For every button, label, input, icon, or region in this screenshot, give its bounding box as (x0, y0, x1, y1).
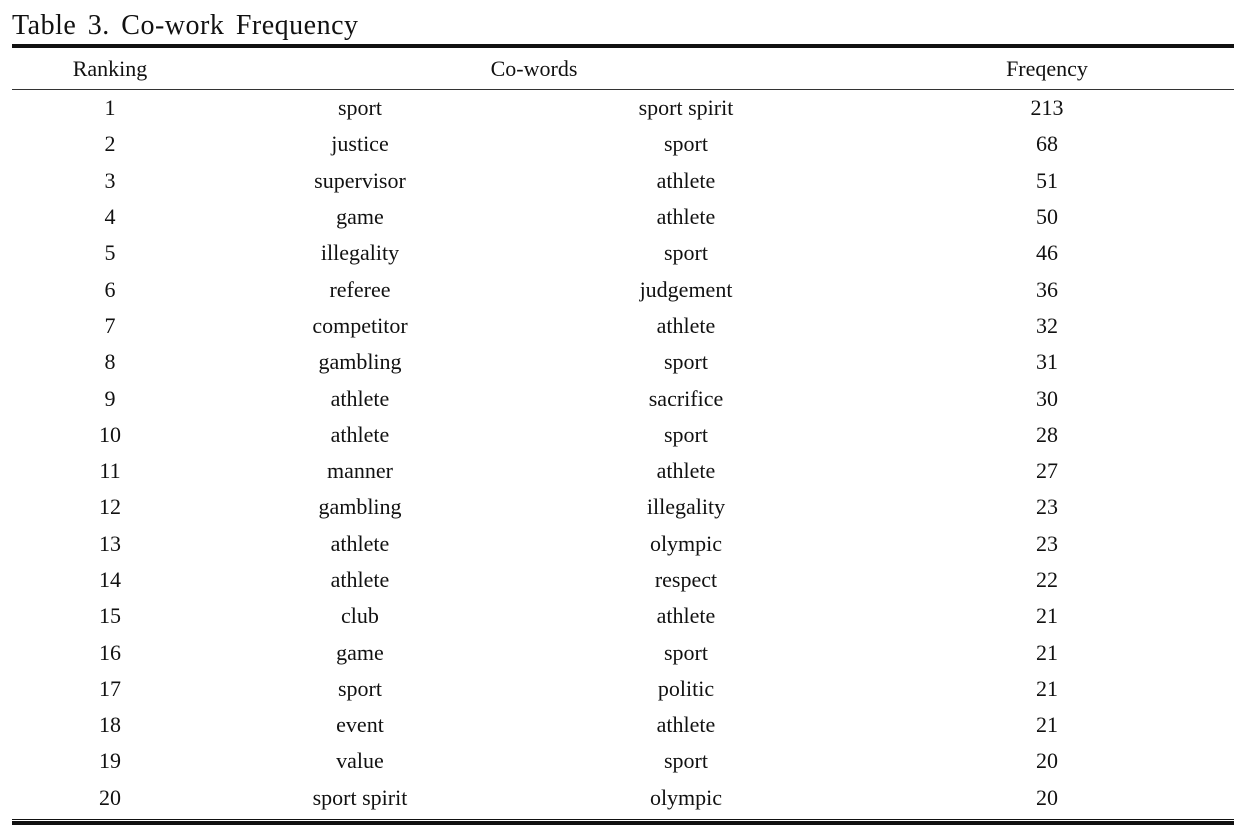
cell-rank: 17 (99, 675, 121, 701)
cell-coword-2: sport (664, 421, 708, 447)
table-row (12, 598, 1234, 634)
table-row (12, 126, 1234, 162)
table-body (12, 90, 1234, 816)
cell-frequency: 27 (1036, 458, 1058, 484)
cell-coword-2: athlete (656, 712, 716, 738)
table-row (12, 707, 1234, 743)
bottom-rule-thick (12, 821, 1234, 825)
cell-coword-1: competitor (312, 312, 408, 338)
cell-coword-1: sport spirit (312, 784, 408, 810)
cell-coword-2: sport (664, 748, 708, 774)
bottom-rule-thin (12, 819, 1234, 820)
cell-coword-1: illegality (320, 240, 400, 266)
cell-coword-2: athlete (656, 603, 716, 629)
cell-rank: 13 (99, 530, 121, 556)
cell-coword-2: judgement (639, 276, 733, 302)
table-row (12, 90, 1234, 127)
cell-coword-1: referee (329, 276, 391, 302)
cell-frequency: 30 (1036, 385, 1058, 411)
cell-rank: 6 (104, 276, 116, 302)
cell-coword-1: club (341, 603, 379, 629)
table-row (12, 271, 1234, 307)
table-caption: Table 3. Co-work Frequency (12, 10, 359, 41)
cell-rank: 8 (104, 349, 116, 375)
table-row (12, 780, 1234, 816)
cell-coword-2: athlete (656, 458, 716, 484)
cell-frequency: 23 (1036, 494, 1058, 520)
cell-coword-2: sport (664, 349, 708, 375)
header-frequency: Freqency (860, 48, 1234, 90)
cell-coword-1: justice (331, 131, 389, 157)
cell-coword-1: gambling (318, 349, 402, 375)
header-row (12, 48, 1234, 90)
cell-frequency: 28 (1036, 421, 1058, 447)
cell-rank: 7 (104, 312, 116, 338)
cell-coword-1: manner (327, 458, 393, 484)
cell-frequency: 20 (1036, 784, 1058, 810)
cell-frequency: 46 (1036, 240, 1058, 266)
cell-rank: 9 (104, 385, 116, 411)
table-row (12, 634, 1234, 670)
table-container (12, 0, 1234, 825)
cell-frequency: 51 (1036, 167, 1058, 193)
cell-frequency: 22 (1036, 567, 1058, 592)
cell-frequency: 21 (1036, 675, 1058, 701)
cell-coword-1: athlete (330, 385, 390, 411)
table-row (12, 743, 1234, 779)
cell-coword-2: sport (664, 240, 708, 266)
cell-rank: 20 (99, 784, 121, 810)
cell-coword-2: athlete (656, 312, 716, 338)
cowork-frequency-table (12, 48, 1234, 816)
table-row (12, 453, 1234, 489)
cell-coword-1: game (336, 204, 384, 230)
cell-rank: 15 (99, 603, 121, 629)
table-row (12, 380, 1234, 416)
cell-rank: 10 (99, 421, 121, 447)
table-row (12, 562, 1234, 598)
cell-coword-2: illegality (646, 494, 726, 520)
header-ranking: Ranking (12, 48, 208, 90)
cell-frequency: 68 (1036, 131, 1058, 157)
table-row (12, 417, 1234, 453)
cell-coword-2: sport (664, 639, 708, 665)
cell-rank: 1 (104, 95, 116, 121)
cell-rank: 19 (99, 748, 121, 774)
cell-coword-1: event (336, 712, 384, 738)
cell-coword-1: supervisor (314, 167, 406, 193)
cell-frequency: 32 (1036, 312, 1058, 338)
cell-rank: 4 (104, 204, 116, 230)
table-row (12, 344, 1234, 380)
table-row (12, 489, 1234, 525)
cell-coword-2: athlete (656, 167, 716, 193)
cell-coword-1: sport (338, 675, 382, 701)
cell-rank: 16 (99, 639, 121, 665)
cell-rank: 14 (99, 567, 121, 592)
cell-frequency: 31 (1036, 349, 1058, 375)
cell-coword-2: respect (654, 567, 718, 592)
cell-coword-2: politic (657, 675, 715, 701)
cell-coword-1: athlete (330, 567, 390, 592)
cell-coword-2: sport spirit (638, 95, 734, 121)
cell-coword-1: athlete (330, 421, 390, 447)
cell-rank: 5 (104, 240, 116, 266)
table-header (12, 48, 1234, 90)
cell-coword-2: sport (664, 131, 708, 157)
table-row (12, 526, 1234, 562)
cell-frequency: 21 (1036, 603, 1058, 629)
table-row (12, 235, 1234, 271)
cell-coword-1: athlete (330, 530, 390, 556)
cell-frequency: 36 (1036, 276, 1058, 302)
table-row (12, 308, 1234, 344)
cell-coword-2: sacrifice (648, 385, 724, 411)
cell-rank: 12 (99, 494, 121, 520)
cell-frequency: 20 (1036, 748, 1058, 774)
cell-coword-2: olympic (649, 530, 723, 556)
table-row (12, 671, 1234, 707)
cell-coword-1: gambling (318, 494, 402, 520)
cell-frequency: 23 (1036, 530, 1058, 556)
cell-frequency: 213 (1030, 95, 1064, 121)
cell-rank: 3 (104, 167, 116, 193)
cell-coword-1: value (336, 748, 384, 774)
header-cowords: Co-words (208, 48, 860, 90)
cell-rank: 2 (104, 131, 116, 157)
table-row (12, 163, 1234, 199)
cell-frequency: 21 (1036, 639, 1058, 665)
cell-coword-2: athlete (656, 204, 716, 230)
cell-coword-2: olympic (649, 784, 723, 810)
cell-frequency: 50 (1036, 204, 1058, 230)
table-row (12, 199, 1234, 235)
cell-coword-1: game (336, 639, 384, 665)
cell-rank: 18 (99, 712, 121, 738)
cell-rank: 11 (99, 458, 121, 484)
cell-frequency: 21 (1036, 712, 1058, 738)
cell-coword-1: sport (338, 95, 382, 121)
